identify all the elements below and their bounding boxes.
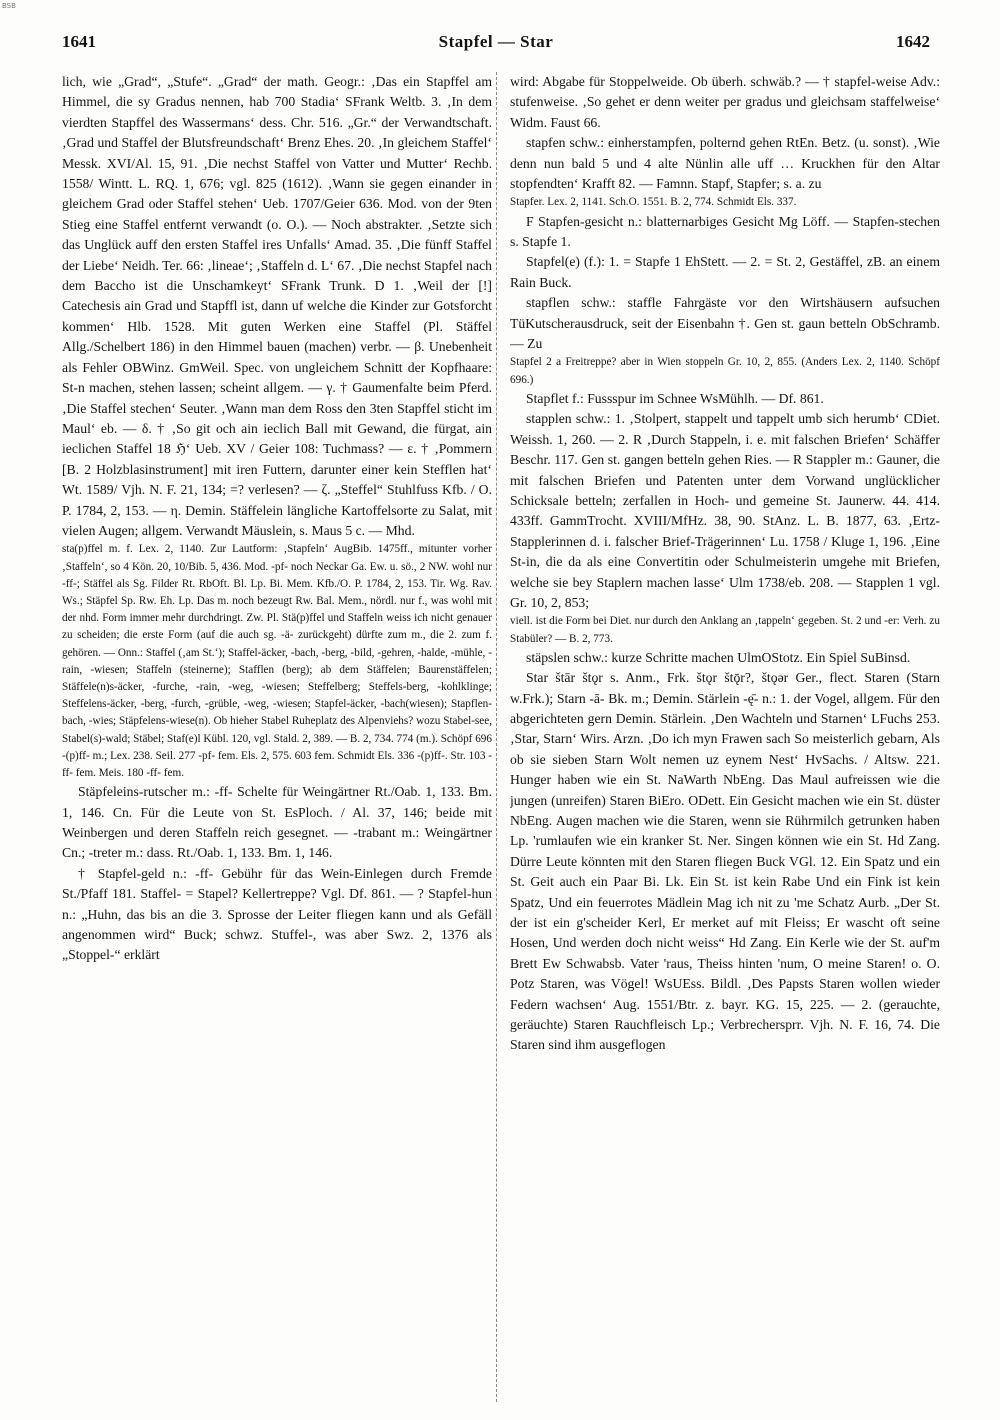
left-column-paragraph: sta(p)ffel m. f. Lex. 2, 1140. Zur Lautform: ‚Stapfeln‘ AugBib. 1475ff., mitunter vorher ‚Staffeln‘, so 4 Kön. 20, 10/Bib. 5, 436. Mod. -pf- noch Neckar Ga. Ew. u. sö., 2 NW. wohl nur -ff-; Stäffel als Sg. Filder Rt. RbOft. Bl. Lp. Bi. Mem. Kfb./O. P. 1784, 2, 153. Tir. Wg. Rav. Ws.; Stäpfel Sp. Rw. Eh. Lp. Das m. noch bezeugt Rw. Bal. Mem., nördl. nur f., was wohl mit der nhd. Form immer mehr durchdringt. Zw. Pl. Stä(p)ffel und Staffeln weiss ich nicht genauer zu scheiden; die erste Form (auf die auch sg. -ä- zurückgeht) dürfte zum m., die 2. zum f. gehören. — Onn.: Staffel (‚am St.‘); Staffel-äcker, -bach, -berg, -bild, -gehren, -halde, -mühle, -rain, -wiesen; Staffeln (steinerne); Stafflen (berg); ab dem Stäffelen; Baurenstäffelen; Stäffele(n)s-äcker, -furche, -rain, -weg, -wiesen; Steffelberg; Steffels-berg, -kohlklinge; Steffelens-äcker, -berg, -furch, -grüble, -weg, -wiesen; Stapfel-äcker, -bach(wiesen); Stapflen-bach, -wies; Stäpfelens-wiese(n). Ob hieher Stabel Ruheplatz des Alpenviehs? wozu Stabel-see, Stabel(s)-wald; Stäbel; Staf(e)l Kübl. 120, vgl. Stald. 2, 389. — B. 2, 734. 774 (m.). Schöpf 696 -(p)ff- m.; Lex. 238. Seil. 277 -pf- fem. Els. 2, 575. 603 fem. Schmidt Els. 336 -(p)ff-. Str. 103 -ff- fem. Meis. 180 -ff- fem.	[62, 543, 492, 779]
right-column-paragraph: Star štār štǫr s. Anm., Frk. štǫr štǭr?, štǫər Ger., flect. Staren (Starn w.Frk.); Starn -ā- Bk. m.; Demin. Stärlein -ę̄- n.: 1. der Vogel, allgem. Für den abgerichteten gern Demin. Stärlein. ‚Den Wachteln und Starnen‘ LFuchs 253. ‚Star, Starn‘ Wirs. Arzn. ‚Do ich myn Frawen sach So meisterlich gebarn, Als ob sie sieben Starn Wolt nemen uz eynem Nest‘ HvSachs. / Altsw. 221. Hunger haben wie ein St. NaWarth NbEng. Das Maul aufreissen wie die jungen (unreifen) Staren BiEro. ODett. Ein Gesicht machen wie ein St. düster NbEng. Augen machen wie die Staren, wenn sie Rührmilch getrunken haben Lp. 'rumlaufen wie ein kranker St. Ner. Singen können wie ein St. Hd Zang. Dürre Leute könnten mit den Staren fliegen Buck VGl. 12. Ein Spatz und ein St. Geit auch ein Paar Bi. Lk. Ein St. ist kein Rabe Und ein Fink ist kein Spatz, Und ein feuerrotes Mädlein Mag ich nit zu 'me Schatz Aurb. „Der St. der ist ein g'scheider Kerl, Er merket auf mit Fleiss; Er wascht oft seine Hosen, Und werden doch nicht weiss“ Hd Zang. Ein Kerle wie der St. auf'm Brett Ew Schwabsb. Vater 'raus, Theiss hinten 'num, O meine Staren! o. O. Potz Staren, was Vögel! WsUEss. Bildl. ‚Des Papsts Staren wollen wieder Federn wachsen‘ Aug. 1551/Btr. z. bayr. KG. 15, 225. — 2. (gerauchte, geräuchte) Staren Rauchfleisch Lp.; Verbrechersprr. Vjh. N. F. 16, 74. Die Staren sind ihm ausgeflogen	[510, 670, 940, 1053]
right-column-paragraph: stapfen schw.: einherstampfen, polternd gehen RtEn. Betz. (u. sonst). ‚Wie denn nun bald 5 und 4 alte Nünlin alle uff … Kruckhen für den Altar stopfendten‘ Krafft 82. — Famnn. Stapf, Stapfer; s. a. zu	[510, 135, 940, 192]
library-stamp: BSB	[2, 2, 16, 10]
right-column-paragraph: stäpslen schw.: kurze Schritte machen UlmOStotz. Ein Spiel SuBinsd.	[526, 649, 911, 665]
left-column-paragraph: lich, wie „Grad“, „Stufe“. „Grad“ der math. Geogr.: ‚Das ein Stapffel am Himmel, die sy Gradus nennen, hab 700 Stadia‘ SFrank Weltb. 3. ‚In dem vierdten Stapffel des Wassermans‘ dess. Chr. 516. „Gr.“ der Verwandtschaft. ‚Grad und Staffel der Blutsfreundschaft‘ Brenz Ehes. 20. ‚In gleichem Staffel‘ Messk. XVI/Al. 15, 91. ‚Die nechst Staffel von Vatter und Mutter‘ Rechb. 1558/ Wintt. L. RQ. 1, 676; vgl. 825 (1612). ‚Wann sie gegen einander in gleichem Grad oder Staffel stehen‘ Ueb. 1707/Geier 636. Mod. von der 9ten Stieg eine Staffel entfernt verwandt (o. O.). — Noch abstrakter. ‚Setzte sich das Unglück auff den ersten Staffel ires Unfalls‘ Amad. 35. ‚Die fünff Staffel der Liebe‘ Neidh. Ter. 66: ‚lineae‘; ‚Staffeln d. L‘ 67. ‚Die nechst Stapfel nach dem Baccho ist die Unschamkeyt‘ SFrank Trunk. D 1. ‚Weil der [!] Catechesis ain Grad und Stapffl ist, dann uf welche die Kinder zur Gotsforcht kommen‘ Hlb. 1528. Mit guten Werken eine Staffel (Pl. Stäffel Allg./Schelbert 186) in den Himmel bauen (machen) verbr. — β. Unebenheit als Fehler OBWinz. GmWeil. Spec. von ungleichem Schnitt der Kopfhaare: St-n machen, stehen lassen; scheint allgem. — γ. † Gaumenfalte beim Pferd. ‚Die Staffel stechen‘ Seuter. ‚Wann man dem Ross den 3ten Stapffel sticht im Maul‘ eb. — δ. † ‚So git och ain ieclich Ball mit Gewand, die fürgat, ain ieclichen Staffel 18 ℌ‘ Ueb. XV / Geier 108: Tuchmass? — ε. † ‚Pommern [B. 2 Holzblasinstrument] mit iren Futtern, darunter einer kein Stefflen hat‘ Wt. 1589/ Vjh. N. F. 21, 134; =? verlesen? — ζ. „Steffel“ Stuhlfuss Kfb. / O. P. 1784, 2, 153. — η. Demin. Stäffelein längliche Kartoffelsorte zu Salat, mit vielen Augen; allgem. Verwandt Mäuslein, s. Maus 5 c. — Mhd.	[62, 74, 492, 538]
right-column-paragraph: wird: Abgabe für Stoppelweide. Ob überh. schwäb.? — † stapfel-weise Adv.: stufenweise. ‚So gehet er denn weiter per gradus und gleichsam staffelweise‘ Widm. Faust 66.	[510, 74, 940, 130]
left-column-paragraph: Stäpfeleins-rutscher m.: -ff- Schelte für Weingärtner Rt./Oab. 1, 133. Bm. 1, 146. Cn. Für die Leute von St. EsPloch. / Al. 37, 146; beide mit Weinbergen und deren Staffeln reich gesegnet. — -trabant m.: Weingärtner Cn.; -treter m.: dass. Rt./Oab. 1, 133. Bm. 1, 146.	[62, 784, 492, 861]
right-column-paragraph: stapflen schw.: staffle Fahrgäste vor den Wirtshäusern aufsuchen TüKutscherausdruck, seit der Eisenbahn †. Gen st. gaun betteln ObSchramb. — Zu	[510, 295, 940, 352]
right-column-paragraph: Stapfel(e) (f.): 1. = Stapfe 1 EhStett. — 2. = St. 2, Gestäffel, zB. an einem Rain Buck.	[510, 254, 940, 290]
right-column-paragraph: Stapfer. Lex. 2, 1141. Sch.O. 1551. B. 2, 774. Schmidt Els. 337.	[510, 196, 797, 209]
right-column	[510, 72, 940, 1402]
right-column-paragraph: F Stapfen-gesicht n.: blatternarbiges Gesicht Mg Löff. — Stapfen-stechen s. Stapfe 1.	[510, 213, 940, 250]
left-column-paragraph: † Stapfel-geld n.: -ff- Gebühr für das Wein-Einlegen durch Fremde St./Pfaff 181. Staffel- = Stapel? Kellertreppe? Vgl. Df. 861. — ? Stapfel-hun n.: „Huhn, das bis an die 3. Sprosse der Leiter fliegen kann und als Gefäll angenommen wird“ Buck; schwz. Stuffel-, was aber Swz. 2, 1376 als „Stoppel-“ erklärt	[62, 865, 492, 963]
right-column-paragraph: viell. ist die Form bei Diet. nur durch den Anklang an ‚tappeln‘ gegeben. St. 2 und -er: Verh. zu Stabüler? — B. 2, 773.	[510, 615, 940, 645]
page-number-right: 1642	[896, 32, 930, 51]
page-header	[62, 32, 930, 58]
page-number-left: 1641	[62, 32, 96, 51]
running-title: Stapfel — Star	[438, 32, 554, 51]
left-column	[62, 72, 492, 1402]
right-column-paragraph: Stapflet f.: Fussspur im Schnee WsMühlh. — Df. 861.	[526, 390, 824, 406]
right-column-paragraph: stapplen schw.: 1. ‚Stolpert, stappelt und tappelt umb sich herumb‘ CDiet. Weissh. 1, 260. — 2. R ‚Durch Stappeln, i. e. mit falschen Briefen‘ Schäffer Beschr. 117. Gen st. gangen betteln gehen Ries. — R Stappler m.: Gauner, die mit falschen Briefen und Patenten unter dem Vorwand unglücklicher Schicksale betteln; zerfallen in Hoch- und gemeine St. Jaunerw. 44. 414. 433ff. GammTrocht. XVIII/MfHz. 38, 90. StAnz. L. B. 1877, 63. ‚Ertz-Stapplerinnen d. i. falscher Brief-Trägerinnen‘ Lu. 1758 / Kluge 1, 196. ‚Eine St-in, die da als eine Convertitin oder Schulmeisterin umgehe mit Briefen, welche sie bey Staplern machen lasse‘ Ulm 1738/eb. 208. — Stapplen 1 vgl. Gr. 10, 2, 853;	[510, 411, 940, 610]
right-column-paragraph: Stapfel 2 a Freitreppe? aber in Wien stoppeln Gr. 10, 2, 855. (Anders Lex. 2, 1140. Schöpf 696.)	[510, 356, 940, 386]
column-divider	[496, 72, 497, 1402]
